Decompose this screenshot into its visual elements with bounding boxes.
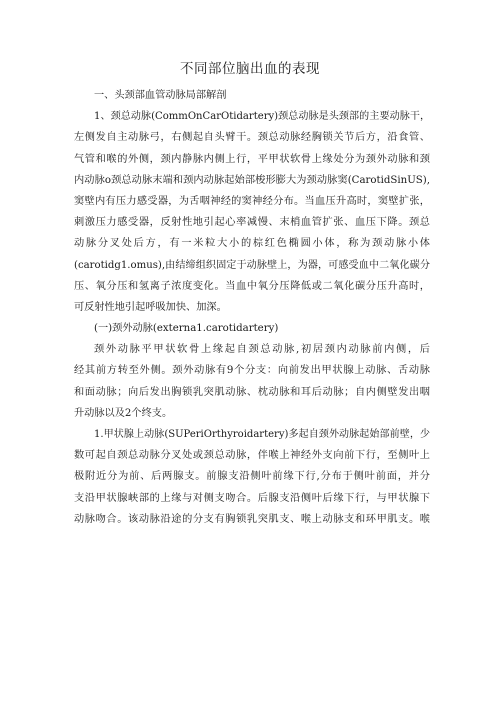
paragraph-line: 1.甲状腺上动脉(SUPeriOrthyroidartery)多起自颈外动脉起始部前壁，少	[94, 429, 430, 440]
subsection-heading: (一)颈外动脉(externa1.carotidartery)	[94, 323, 279, 335]
paragraph-line: 左侧发自主动脉弓，右侧起自头臂干。颈总动脉经胸锁关节后方，沿食管、	[74, 132, 430, 144]
paragraph-line: 数可起自颈总动脉分叉处或颈总动脉，伴喉上神经外支向前下行，至侧叶上	[74, 450, 430, 462]
paragraph-line: 颈外动脉平甲状软骨上缘起自颈总动脉,初居颈内动脉前内侧，后	[94, 344, 430, 356]
paragraph-line: 窦壁内有压力感受器，为舌咽神经的窦神经分布。当血压升高时，窦壁扩张，	[74, 195, 430, 207]
paragraph-line: 1、颈总动脉(CommOnCarOtidartery)颈总动脉是头颈部的主要动脉干，	[94, 111, 430, 123]
paragraph-line: 极附近分为前、后两腺支。前腺支沿侧叶前缘下行,分布于侧叶前面，并分	[74, 471, 430, 483]
paragraph-line: 支沿甲状腺峡部的上缘与对侧支吻合。后腺支沿侧叶后缘下行，与甲状腺下	[74, 492, 430, 504]
paragraph-line: 升动脉以及2个终支。	[74, 407, 173, 419]
document-title: 不同部位脑出血的表现	[180, 61, 320, 77]
paragraph-line: 刺激压力感受器，反射性地引起心率减慢、末梢血管扩张、血压下降。颈总	[74, 217, 430, 229]
paragraph-line: 动脉分叉处后方，有一米粒大小的棕红色椭圆小体，称为颈动脉小体	[74, 238, 430, 250]
paragraph-line: 动脉吻合。该动脉沿途的分支有胸锁乳突肌支、喉上动脉支和环甲肌支。喉	[74, 513, 430, 525]
paragraph-line: 和面动脉；向后发出胸锁乳突肌动脉、枕动脉和耳后动脉；自内侧壁发出咽	[74, 386, 430, 398]
section-heading: 一、头颈部血管动脉局部解剖	[94, 90, 227, 101]
paragraph-line: 经其前方转至外侧。颈外动脉有9个分支：向前发出甲状腺上动脉、舌动脉	[74, 365, 430, 377]
paragraph-line: (carotidg1.omus),由结缔组织固定于动脉壁上，为器，可感受血中二氧化碳分	[74, 259, 430, 271]
paragraph-line: 气管和喉的外侧，颈内静脉内侧上行，平甲状软骨上缘处分为颈外动脉和颈	[74, 153, 430, 165]
paragraph-line: 内动脉o颈总动脉末端和颈内动脉起始部梭形膨大为颈动脉窦(CarotidSinUS),	[74, 174, 430, 186]
paragraph-line: 可反射性地引起呼吸加快、加深。	[74, 301, 227, 313]
document-body	[74, 85, 430, 530]
paragraph-line: 压、氧分压和氢离子浓度变化。当血中氧分压降低或二氧化碳分压升高时，	[74, 280, 430, 292]
